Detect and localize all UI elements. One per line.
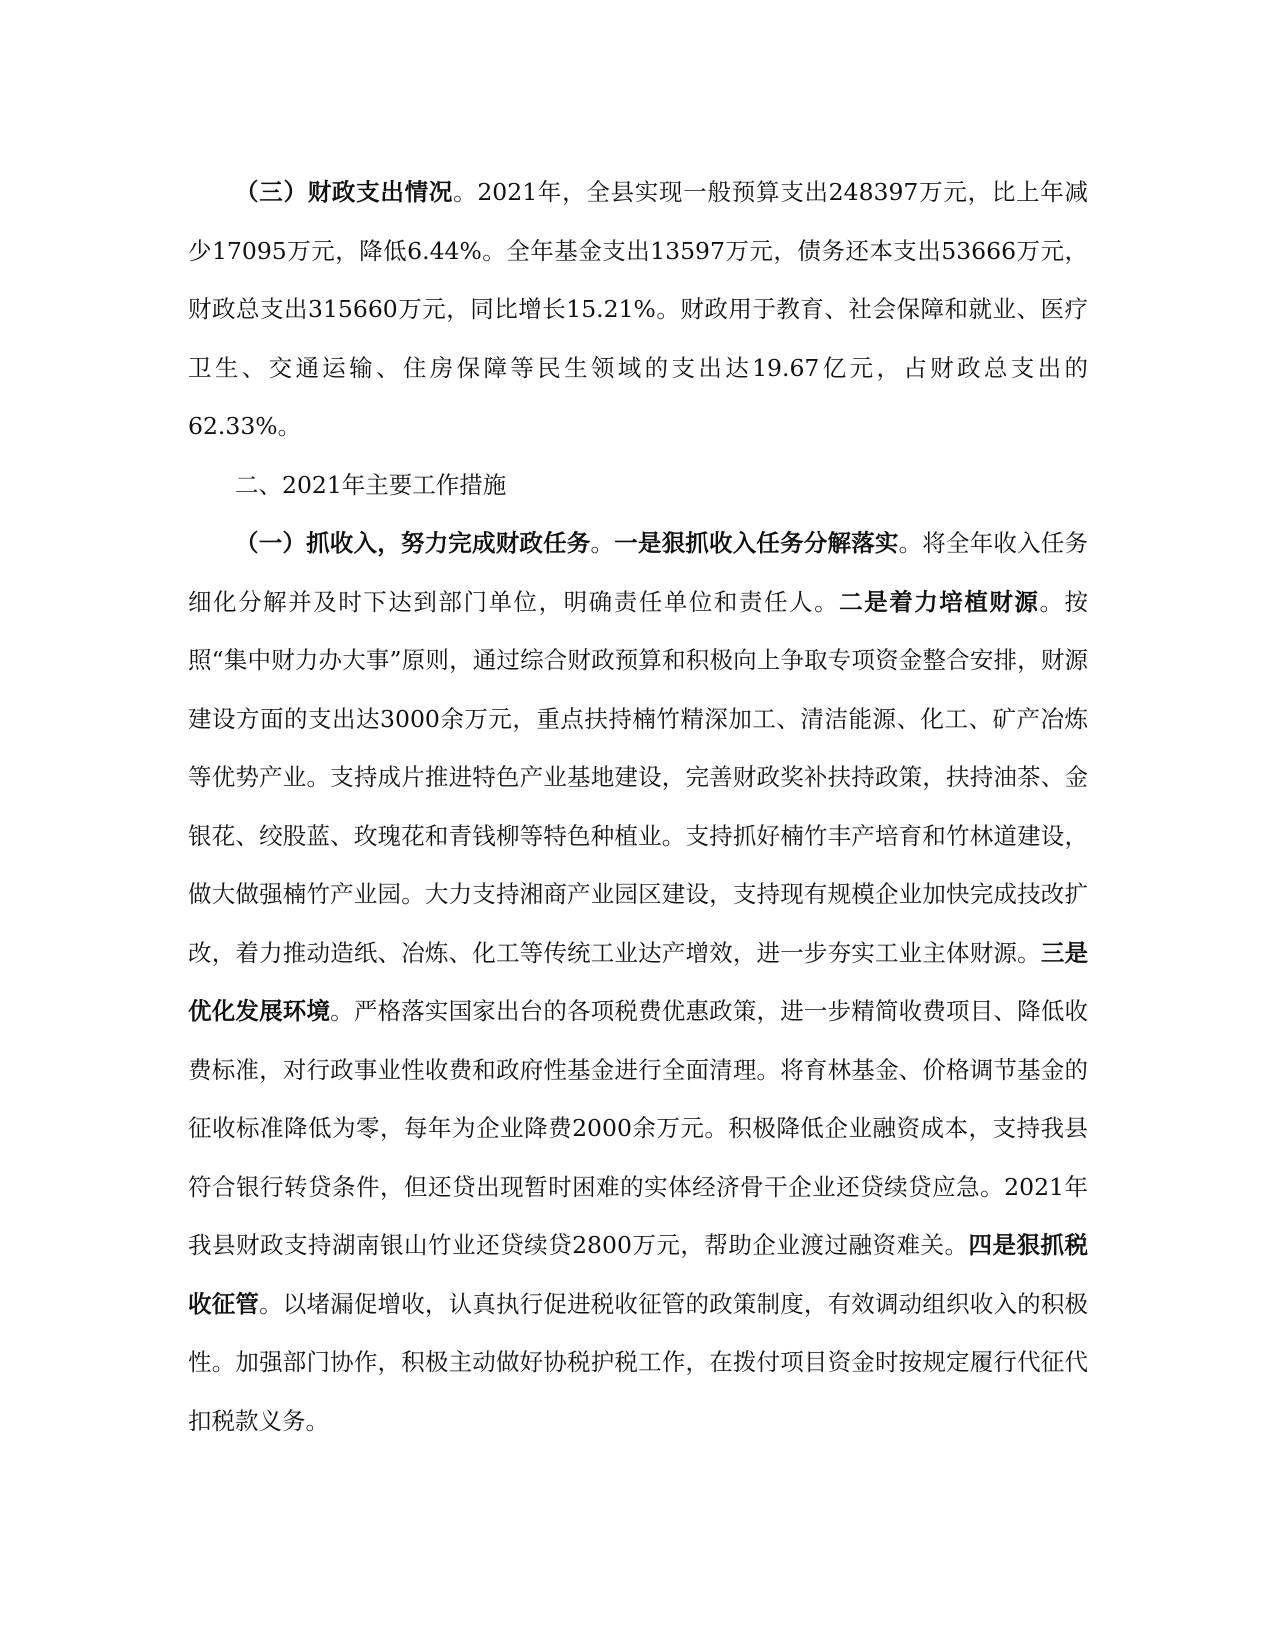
point1-title: 一是狠抓收入任务分解落实 [614,529,899,557]
point3-body: 。严格落实国家出台的各项税费优惠政策，进一步精简收费项目、降低收费标准，对行政事业性收费和政府性基金进行全面清理。将育林基金、价格调节基金的征收标准降低为零，每年为企业降费2000余万元。积极降低企业融资成本，支持我县符合银行转贷条件，但还贷出现暂时困难的实体经济骨干企业还贷续贷应急。2021年我县财政支持湖南银山竹业还贷续贷2800万元，帮助企业渡过融资难关。 [188,997,1089,1259]
heading-fiscal-expenditure: （三）财政支出情况 [235,178,454,206]
heading-revenue-measures: （一）抓收入，努力完成财政任务 [235,529,591,557]
separator: 。 [590,529,615,557]
point2-title: 二是着力培植财源 [839,587,1040,616]
body-fiscal-expenditure: 。2021年，全县实现一般预算支出248397万元，比上年减少17095万元，降低6.44%。全年基金支出13597万元，债务还本支出53666万元，财政总支出315660万元，同比增长15.21%。财政用于教育、社会保障和就业、医疗卫生、交通运输、住房保障等民生领域的支出达19.67亿元，占财政总支出的62.33%。 [188,178,1089,440]
point2-body: 。按照“集中财力办大事”原则，通过综合财政预算和积极向上争取专项资金整合安排，财源建设方面的支出达3000余万元，重点扶持楠竹精深加工、清洁能源、化工、矿产冶炼等优势产业。支持成片推进特色产业基地建设，完善财政奖补扶持政策，扶持油茶、金银花、绞股蓝、玫瑰花和青钱柳等特色种植业。支持抓好楠竹丰产培育和竹林道建设，做大做强楠竹产业园。大力支持湘商产业园区建设，支持现有规模企业加快完成技改扩改，着力推动造纸、冶炼、化工等传统工业达产增效，进一步夯实工业主体财源。 [188,587,1089,967]
point3-title: 三是优化发展环境 [188,938,1089,1025]
point4-body: 。以堵漏促增收，认真执行促进税收征管的政策制度，有效调动组织收入的积极性。加强部门协作，积极主动做好协税护税工作，在拨付项目资金时按规定履行代征代扣税款义务。 [188,1289,1089,1435]
section-title-main-measures: 二、2021年主要工作措施 [235,470,507,499]
paragraph-revenue-measures [188,514,1088,1450]
point1-body: 。将全年收入任务细化分解并及时下达到部门单位，明确责任单位和责任人。 [188,529,1089,616]
point4-title: 四是狠抓税收征管 [188,1231,1089,1318]
paragraph-fiscal-expenditure [188,163,1088,456]
document-page [188,163,1088,1450]
